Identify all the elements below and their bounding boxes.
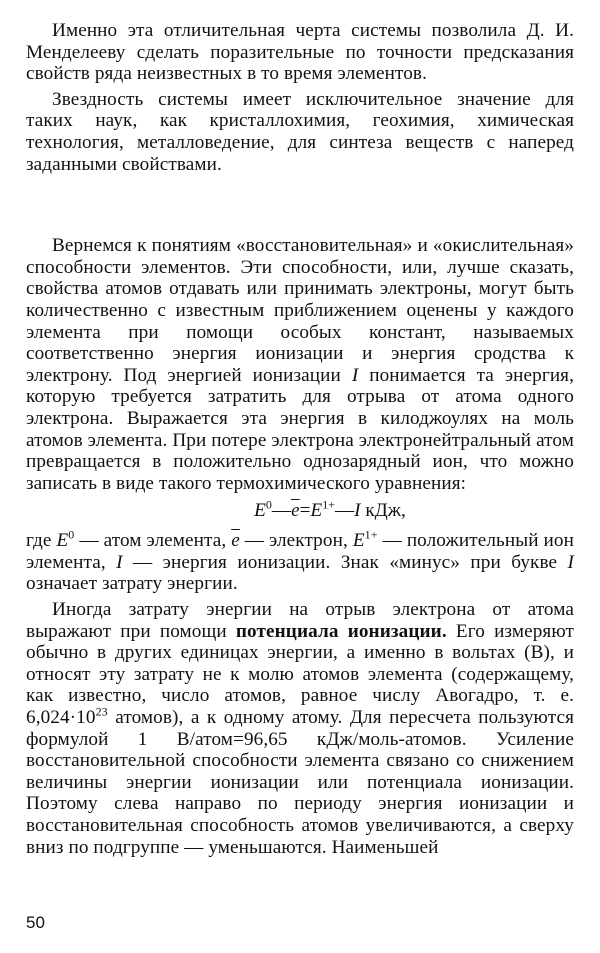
thermochemical-equation: $E^0—\overline{e}=E^{1+}—I$ кДж, xyxy=(254,497,406,522)
symbol-I: I xyxy=(351,364,359,386)
paragraph-system-significance: Звездность системы имеет исключительное значение для таких наук, как кристаллохимия, геохимия, химическая технология, металловедение, для синтеза веществ с наперед заданными свойствами. xyxy=(26,88,574,175)
paragraph-ionization-potential: Иногда затрату энергии на отрыв электрона от атома выражают при помощи потенциала ионизации. Его измеряют обычно в других единицах энергии, а именно в вольтах (В), и относят эту затрату не к молю атомов элемента (содержащему, как известно, число атомов, равное числу Авогадро, т. е. $6,024\cdot 10^{23}$ атомов), а к одному атому. Для пересчета пользуются формулой 1 В/атом=96,65 кДж/моль-атомов. Усиление восстановительной способности элемента связано со снижением величины энергии ионизации или потенциала ионизации. Поэтому слева направо по периоду энергия ионизации и восстановительная способность атомов увеличиваются, а сверху вниз по подгруппе — уменьшаются. Наименьшей xyxy=(26,599,574,858)
paragraph-ionization-energy: Вернемся к понятиям «восстановительная» и «окислительная» способности элементов. Эти способности, или, лучше сказать, свойства атомов отдавать или принимать электроны, могут быть количественно с известным приближением оценены у каждого элемента при помощи особых констант, называемых соответственно энергия ионизации и энергия сродства к электрону. Под энергией ионизации I понимается та энергия, которую требуется затратить для отрыва от атома одного электрона. Выражается эта энергия в килоджоулях на моль атомов элемента. При потере электрона электронейтральный атом превращается в положительно однозарядный ион, что можно записать в виде такого термохимического уравнения: xyxy=(26,235,575,494)
book-page xyxy=(26,20,574,858)
term-ionization-potential: потенциала ионизации. xyxy=(235,620,447,642)
paragraph-equation-explanation: где $E^0$ — атом элемента, $\overline{e}$ — электрон, $E^{1+}$ — положительный ион элемента, I — энергия ионизации. Знак «минус» при букве I означает затрату энергии. xyxy=(26,527,574,595)
page-number: 50 xyxy=(26,913,45,932)
paragraph-mendeleev: Именно эта отличительная черта системы позволила Д. И. Менделееву сделать поразительные по точности предсказания свойств ряда неизвестных в то время элементов. xyxy=(26,20,574,85)
text-oxidation-reduction: Вернемся к понятиям «восстановительная» и «окислительная» способности элементов. Эти способности, или, лучше сказать, свойства атомов отдавать или принимать электроны, могут быть количественно с известным приближением оценены у каждого элемента при помощи особых констант, называемых соответственно энергия ионизации и энергия сродства к электрону. xyxy=(26,235,574,386)
